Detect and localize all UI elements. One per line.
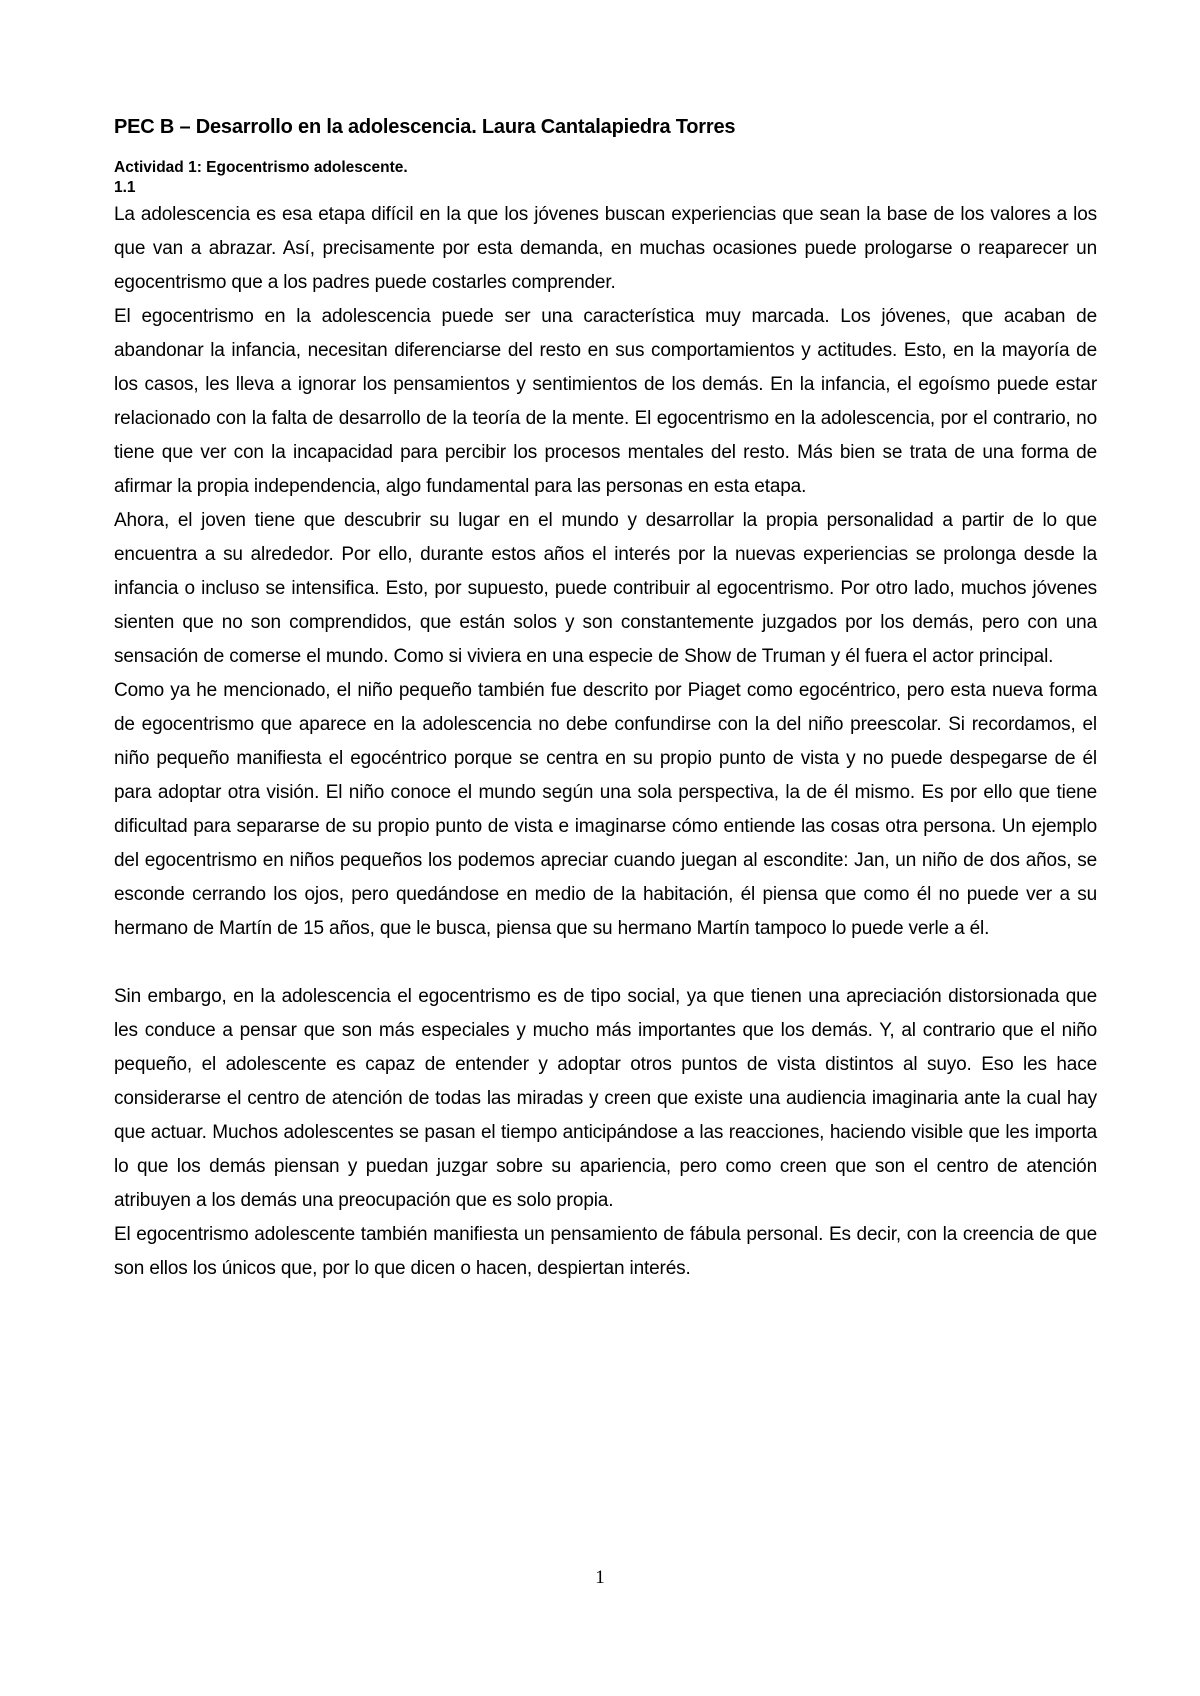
document-title: PEC B – Desarrollo en la adolescencia. Laura Cantalapiedra Torres (114, 116, 736, 138)
page-number: 1 (595, 1567, 605, 1588)
paragraph: Sin embargo, en la adolescencia el egocentrismo es de tipo social, ya que tienen una apreciación distorsionada que les conduce a pensar que son más especiales y mucho más importantes que los demás. Y, al contrario que el niño pequeño, el adolescente es capaz de entender y adoptar otros puntos de vista distintos al suyo. Eso les hace considerarse el centro de atención de todas las miradas y creen que existe una audiencia imaginaria ante la cual hay que actuar. Muchos adolescentes se pasan el tiempo anticipándose a las reacciones, haciendo visible que les importa lo que los demás piensan y puedan juzgar sobre su apariencia, pero como creen que son el centro de atención atribuyen a los demás una preocupación que es solo propia. (114, 986, 1097, 1211)
paragraph: El egocentrismo adolescente también manifiesta un pensamiento de fábula personal. Es decir, con la creencia de que son ellos los únicos que, por lo que dicen o hacen, despiertan interés. (114, 1224, 1097, 1279)
paragraph: La adolescencia es esa etapa difícil en la que los jóvenes buscan experiencias que sean la base de los valores a los que van a abrazar. Así, precisamente por esta demanda, en muchas ocasiones puede prologarse o reaparecer un egocentrismo que a los padres puede costarles comprender. (114, 204, 1097, 293)
paragraph: Ahora, el joven tiene que descubrir su lugar en el mundo y desarrollar la propia personalidad a partir de lo que encuentra a su alrededor. Por ello, durante estos años el interés por la nuevas experiencias se prolonga desde la infancia o incluso se intensifica. Esto, por supuesto, puede contribuir al egocentrismo. Por otro lado, muchos jóvenes sienten que no son comprendidos, que están solos y son constantemente juzgados por los demás, pero con una sensación de comerse el mundo. Como si viviera en una especie de Show de Truman y él fuera el actor principal. (114, 510, 1097, 667)
section-number: 1.1 (114, 179, 136, 196)
paragraph: El egocentrismo en la adolescencia puede ser una característica muy marcada. Los jóvenes, que acaban de abandonar la infancia, necesitan diferenciarse del resto en sus comportamientos y actitudes. Esto, en la mayoría de los casos, les lleva a ignorar los pensamientos y sentimientos de los demás. En la infancia, el egoísmo puede estar relacionado con la falta de desarrollo de la teoría de la mente. El egocentrismo en la adolescencia, por el contrario, no tiene que ver con la incapacidad para percibir los procesos mentales del resto. Más bien se trata de una forma de afirmar la propia independencia, algo fundamental para las personas en esta etapa. (114, 306, 1097, 497)
document-body (114, 198, 1097, 1286)
paragraph: Como ya he mencionado, el niño pequeño también fue descrito por Piaget como egocéntrico, pero esta nueva forma de egocentrismo que aparece en la adolescencia no debe confundirse con la del niño preescolar. Si recordamos, el niño pequeño manifiesta el egocéntrico porque se centra en su propio punto de vista y no puede despegarse de él para adoptar otra visión. El niño conoce el mundo según una sola perspectiva, la de él mismo. Es por ello que tiene dificultad para separarse de su propio punto de vista e imaginarse cómo entiende las cosas otra persona. Un ejemplo del egocentrismo en niños pequeños los podemos apreciar cuando juegan al escondite: Jan, un niño de dos años, se esconde cerrando los ojos, pero quedándose en medio de la habitación, él piensa que como él no puede ver a su hermano de Martín de 15 años, que le busca, piensa que su hermano Martín tampoco lo puede verle a él. (114, 680, 1097, 939)
activity-heading: Actividad 1: Egocentrismo adolescente. (114, 159, 408, 176)
